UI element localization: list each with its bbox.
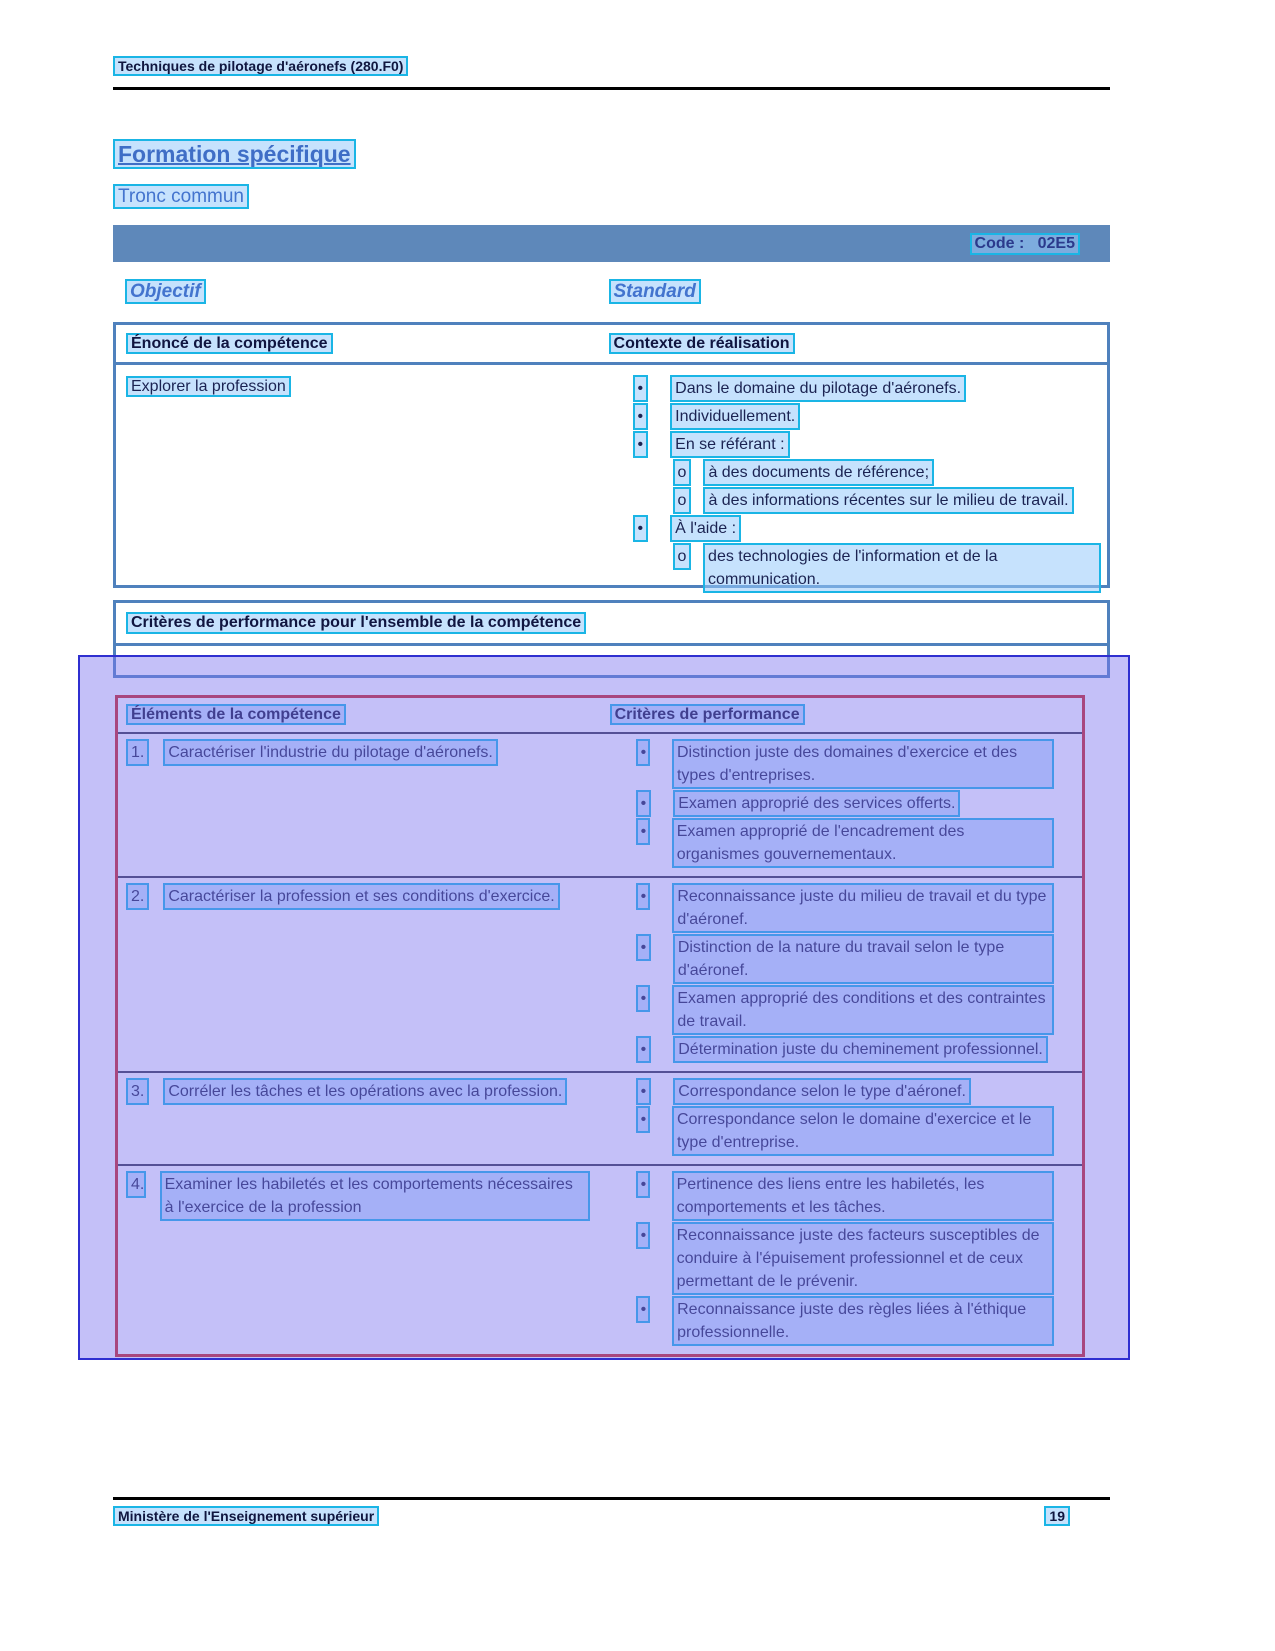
bullet-icon: • — [633, 375, 649, 402]
header-rule — [113, 87, 1110, 90]
competence-table-header — [116, 325, 1107, 365]
critere-item — [610, 1171, 1054, 1221]
element-text: Caractériser l'industrie du pilotage d'aéronefs. — [163, 739, 498, 766]
critere-item — [610, 883, 1054, 933]
criteres-ensemble-box — [113, 600, 1110, 678]
competence-table-body — [116, 365, 1107, 594]
footer-rule — [113, 1497, 1110, 1500]
elements-table-row — [118, 1166, 1082, 1354]
element-cell — [118, 739, 610, 869]
critere-text: Distinction juste des domaines d'exercice et des types d'entreprises. — [672, 739, 1054, 789]
enonce-header: Énoncé de la compétence — [126, 333, 333, 354]
critere-text: Correspondance selon le type d'aéronef. — [673, 1078, 971, 1105]
page-footer — [113, 1506, 1110, 1526]
critere-item — [610, 1078, 1054, 1105]
section-title-text: Formation spécifique — [113, 139, 356, 169]
enonce-cell — [116, 375, 607, 594]
sub-bullet-icon: o — [673, 543, 692, 570]
critere-text: Examen approprié des services offerts. — [673, 790, 960, 817]
criteres-cell — [610, 1078, 1082, 1157]
contexte-header-cell — [607, 335, 1107, 353]
critere-text: Examen approprié des conditions et des contraintes de travail. — [672, 985, 1054, 1035]
element-text: Caractériser la profession et ses conditions d'exercice. — [163, 883, 559, 910]
critere-text: Détermination juste du cheminement professionnel. — [673, 1036, 1048, 1063]
contexte-bullet-text: Individuellement. — [670, 403, 800, 430]
critere-text: Reconnaissance juste des facteurs susceptibles de conduire à l'épuisement professionnel et de ceux permettant de le prévenir. — [672, 1222, 1054, 1295]
critere-item — [610, 1296, 1054, 1346]
element-cell — [118, 883, 610, 1064]
sub-bullet-icon: o — [673, 487, 692, 514]
bullet-icon: • — [636, 1222, 650, 1249]
contexte-bullet-item — [607, 375, 1101, 402]
elements-header-cell — [118, 706, 610, 724]
critere-item — [610, 739, 1054, 789]
element-cell — [118, 1171, 610, 1347]
critere-item — [610, 1036, 1054, 1063]
contexte-header: Contexte de réalisation — [609, 333, 795, 354]
critere-item — [610, 1222, 1054, 1295]
critere-text: Examen approprié de l'encadrement des organismes gouvernementaux. — [672, 818, 1054, 868]
contexte-bullet-text: des technologies de l'information et de la communication. — [703, 543, 1101, 593]
code-label: Code : 02E5 — [970, 233, 1080, 255]
contexte-bullet-item — [607, 543, 1101, 593]
code-banner — [113, 225, 1110, 262]
bullet-icon: • — [636, 1296, 650, 1323]
critere-text: Distinction de la nature du travail selon le type d'aéronef. — [673, 934, 1054, 984]
criteres-cell — [610, 1171, 1082, 1347]
critere-text: Reconnaissance juste des règles liées à l'éthique professionnelle. — [672, 1296, 1054, 1346]
elements-table-row — [118, 1073, 1082, 1166]
competence-table — [113, 322, 1110, 588]
elements-table-body — [118, 734, 1082, 1354]
elements-header: Éléments de la compétence — [126, 704, 346, 725]
element-number: 1. — [126, 739, 149, 766]
criteres-cell — [610, 883, 1082, 1064]
contexte-list — [607, 375, 1107, 594]
bullet-icon: • — [633, 515, 649, 542]
contexte-bullet-item — [607, 459, 1101, 486]
contexte-bullet-text: à des documents de référence; — [703, 459, 934, 486]
elements-table — [115, 695, 1085, 1357]
criteres-header: Critères de performance — [610, 704, 805, 725]
footer-ministry: Ministère de l'Enseignement supérieur — [113, 1506, 379, 1526]
bullet-icon: • — [636, 985, 651, 1012]
criteres-ensemble-title-row — [116, 603, 1107, 646]
elements-table-row — [118, 878, 1082, 1073]
running-header-title: Techniques de pilotage d'aéronefs (280.F0) — [113, 56, 408, 76]
running-header — [113, 58, 408, 74]
criteres-ensemble-title: Critères de performance pour l'ensemble de la compétence — [126, 612, 586, 634]
bullet-icon: • — [636, 1078, 652, 1105]
element-number: 3. — [126, 1078, 149, 1105]
contexte-bullet-text: À l'aide : — [670, 515, 741, 542]
standard-label: Standard — [609, 279, 701, 304]
objectif-column — [113, 281, 607, 303]
element-number: 2. — [126, 883, 149, 910]
bullet-icon: • — [636, 1106, 650, 1133]
element-text: Examiner les habiletés et les comportements nécessaires à l'exercice de la profession — [160, 1171, 590, 1221]
bullet-icon: • — [633, 403, 649, 430]
bullet-icon: • — [636, 739, 650, 766]
sub-bullet-icon: o — [673, 459, 692, 486]
bullet-icon: • — [636, 818, 650, 845]
objectif-standard-row — [113, 281, 1110, 303]
page-content — [113, 0, 1110, 1651]
contexte-bullet-text: Dans le domaine du pilotage d'aéronefs. — [670, 375, 966, 402]
critere-item — [610, 818, 1054, 868]
contexte-bullet-text: à des informations récentes sur le milieu de travail. — [703, 487, 1073, 514]
page-number: 19 — [1044, 1506, 1070, 1526]
section-title — [113, 141, 356, 168]
contexte-bullet-text: En se référant : — [670, 431, 789, 458]
critere-text: Correspondance selon le domaine d'exercice et le type d'entreprise. — [672, 1106, 1054, 1156]
bullet-icon: • — [636, 790, 652, 817]
criteres-cell — [610, 739, 1082, 869]
elements-table-row — [118, 734, 1082, 878]
bullet-icon: • — [636, 934, 651, 961]
bullet-icon: • — [636, 883, 651, 910]
bullet-icon: • — [636, 1036, 652, 1063]
standard-column — [607, 281, 1110, 303]
criteres-header-cell — [610, 706, 1082, 724]
bullet-icon: • — [636, 1171, 650, 1198]
element-text: Corréler les tâches et les opérations avec la profession. — [163, 1078, 567, 1105]
enonce-header-cell — [116, 335, 607, 353]
element-cell — [118, 1078, 610, 1157]
contexte-bullet-item — [607, 515, 1101, 542]
critere-item — [610, 985, 1054, 1035]
elements-table-header — [118, 698, 1082, 734]
subsection-title — [113, 186, 249, 208]
subsection-title-text: Tronc commun — [113, 184, 249, 209]
bullet-icon: • — [633, 431, 649, 458]
contexte-bullet-item — [607, 487, 1101, 514]
critere-item — [610, 934, 1054, 984]
critere-text: Reconnaissance juste du milieu de travail et du type d'aéronef. — [672, 883, 1054, 933]
contexte-bullet-item — [607, 431, 1101, 458]
objectif-label: Objectif — [125, 279, 206, 304]
element-number: 4. — [126, 1171, 146, 1198]
critere-item — [610, 790, 1054, 817]
critere-item — [610, 1106, 1054, 1156]
enonce-text: Explorer la profession — [126, 376, 291, 397]
contexte-bullet-item — [607, 403, 1101, 430]
critere-text: Pertinence des liens entre les habiletés, les comportements et les tâches. — [672, 1171, 1054, 1221]
